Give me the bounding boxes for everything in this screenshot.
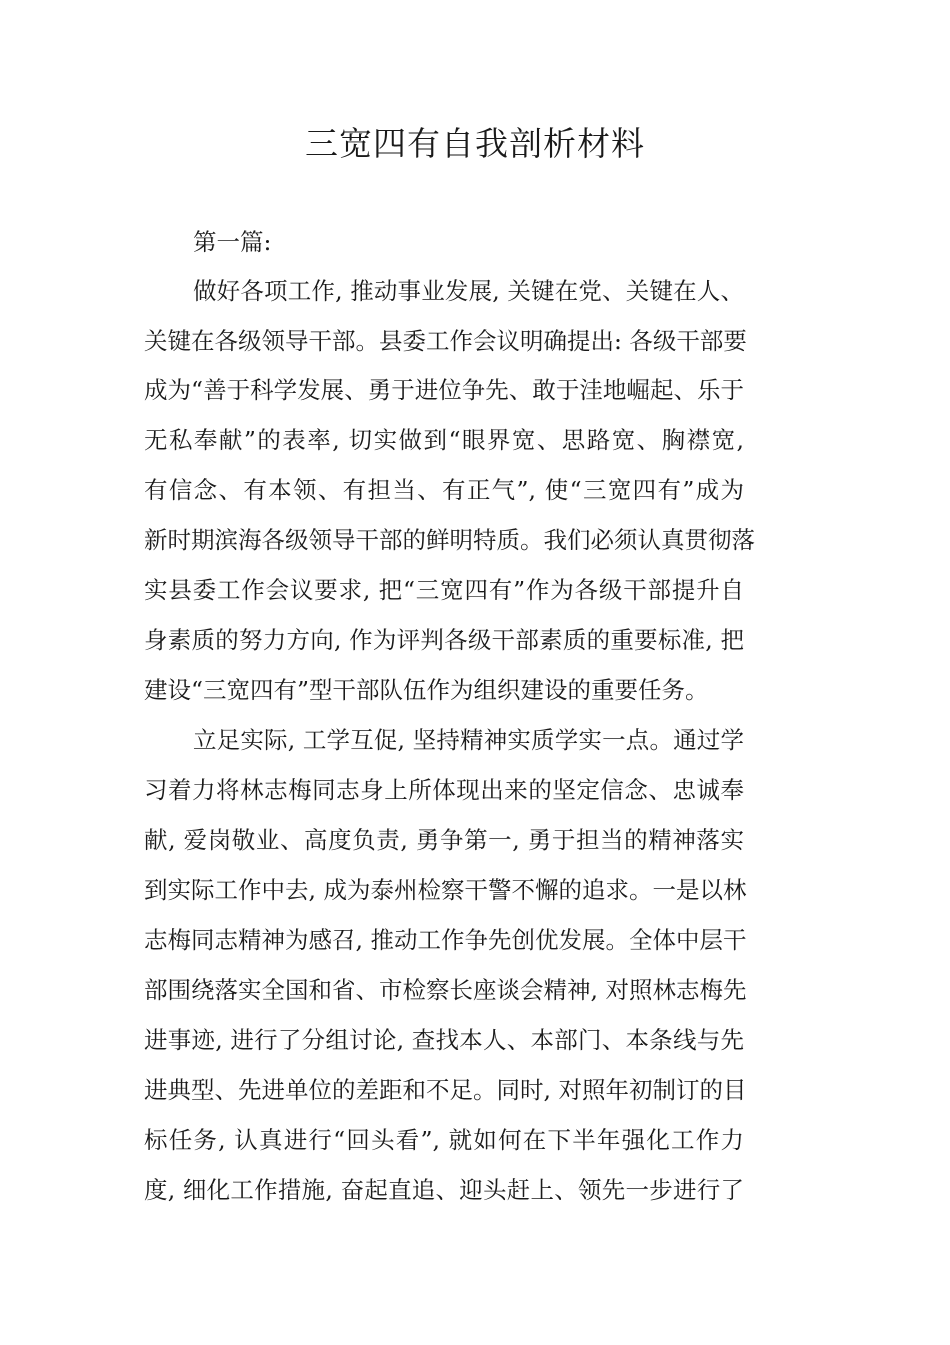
paragraph-line: 关键在各级领导干部。县委工作会议明确提出: 各级干部要 — [144, 327, 747, 355]
paragraph-line: 志梅同志精神为感召, 推动工作争先创优发展。全体中层干 — [144, 926, 747, 954]
paragraph-line: 身素质的努力方向, 作为评判各级干部素质的重要标准, 把 — [144, 626, 744, 654]
paragraph-line: 立足实际, 工学互促, 坚持精神实质学实一点。通过学 — [193, 726, 744, 754]
paragraph-line: 习着力将林志梅同志身上所体现出来的坚定信念、忠诚奉 — [144, 776, 744, 804]
paragraph-line: 实县委工作会议要求, 把“三宽四有”作为各级干部提升自 — [144, 576, 744, 604]
paragraph-line: 进典型、先进单位的差距和不足。同时, 对照年初制订的目 — [144, 1076, 747, 1104]
paragraph-line: 献, 爱岗敬业、高度负责, 勇争第一, 勇于担当的精神落实 — [144, 826, 744, 854]
paragraph-line: 成为“善于科学发展、勇于进位争先、敢于洼地崛起、乐于 — [144, 376, 744, 404]
paragraph-line: 部围绕落实全国和省、市检察长座谈会精神, 对照林志梅先 — [144, 976, 747, 1004]
paragraph-line: 无私奉献”的表率, 切实做到“眼界宽、思路宽、胸襟宽, — [144, 426, 744, 454]
section-heading: 第一篇: — [193, 228, 272, 256]
paragraph-line: 做好各项工作, 推动事业发展, 关键在党、关键在人、 — [193, 277, 744, 305]
paragraph-line: 有信念、有本领、有担当、有正气”, 使“三宽四有”成为 — [144, 476, 744, 504]
paragraph-line: 到实际工作中去, 成为泰州检察干警不懈的追求。一是以林 — [144, 876, 747, 904]
paragraph-line: 新时期滨海各级领导干部的鲜明特质。我们必须认真贯彻落 — [144, 526, 755, 554]
paragraph-line: 标任务, 认真进行“回头看”, 就如何在下半年强化工作力 — [144, 1126, 744, 1154]
paragraph-line: 度, 细化工作措施, 奋起直追、迎头赶上、领先一步进行了 — [144, 1176, 744, 1204]
paragraph-line: 进事迹, 进行了分组讨论, 查找本人、本部门、本条线与先 — [144, 1026, 744, 1054]
paragraph-line: 建设“三宽四有”型干部队伍作为组织建设的重要任务。 — [144, 676, 709, 704]
document-title: 三宽四有自我剖析材料 — [305, 124, 645, 163]
